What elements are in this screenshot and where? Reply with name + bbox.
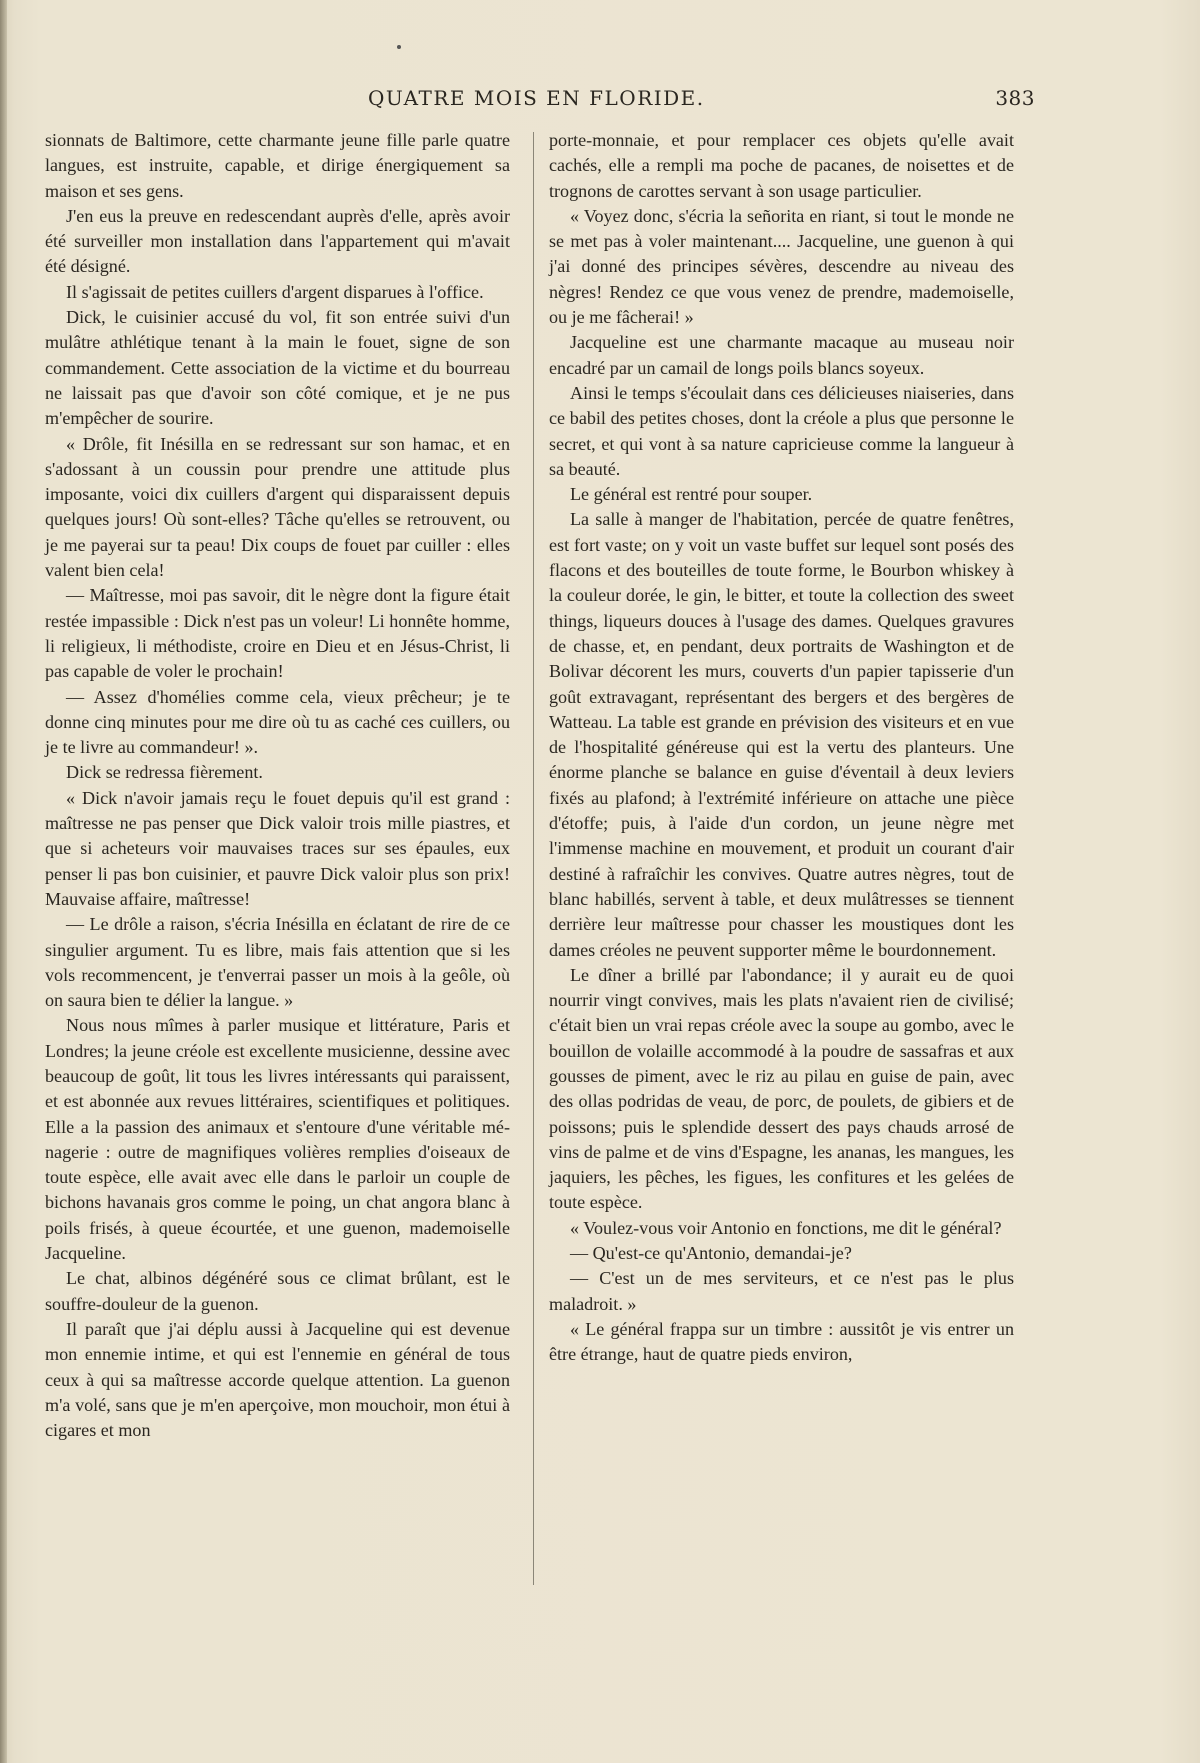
ink-speck <box>397 45 401 49</box>
column-divider <box>533 132 534 1585</box>
paragraph: « Drôle, fit Inésilla en se redressant sur son hamac, et en s'adossant à un coussin pour prendre une attitude plus imposante, voici dix cuillers d'argent qui disparaissent depuis quelques jours! Où sont-elles? Tâche qu'elles se retrouvent, ou je me payerai sur ta peau! Dix coups de fouet par cuiller : elles valent bien cela! <box>45 433 510 581</box>
paragraph: porte-monnaie, et pour remplacer ces objets qu'elle avait cachés, elle a rempli ma poche de pacanes, de noisettes et de trognons de carottes servant à son usage particulier. <box>549 130 1014 201</box>
page-header <box>40 86 1035 114</box>
paragraph: Il paraît que j'ai déplu aussi à Jacqueline qui est devenue mon ennemie intime, et qui est l'ennemie en général de tous ceux à qui sa maîtresse accorde quelque attention. La guenon m'a volé, sans que je m'en aperçoive, mon mouchoir, mon étui à cigares et mon <box>45 1318 510 1441</box>
paragraph: La salle à manger de l'habitation, percée de quatre fenêtres, est fort vaste; on y voit un vaste buffet sur lequel sont posés des flacons et des bouteilles de toute forme, le Bourbon whiskey à la couleur dorée, le gin, le bitter, et toute la collection des sweet things, liqueurs douces à l'usage des dames. Quelques gravures de chasse, et, en pendant, deux portraits de Washington et de Bolivar décorent les murs, couverts d'un papier tapisserie d'un goût extravagant, représentant des bergers et des bergères de Watteau. La table est grande en prévision des visiteurs et en vue de l'hospitalité généreuse qui est la vertu des planteurs. Une énorme planche se balance en guise d'éventail à deux leviers fixés au plafond; à l'extrémité inférieure on attache une pièce d'étoffe; puis, à l'aide d'un cordon, un jeune nègre met l'immense machine en mouvement, et produit un courant d'air destiné à rafraîchir les convives. Quatre autres nègres, tout de blanc habillés, servent à table, et deux mulâtresses se tiennent derrière leur maîtresse pour chasser les moustiques dont les dames créoles ne peuvent supporter même le bourdonnement. <box>549 509 1014 960</box>
left-column <box>45 128 510 1443</box>
page-number: 383 <box>995 86 1035 110</box>
paragraph: sionnats de Baltimore, cette charmante jeune fille parle quatre langues, est instruite, capable, et dirige énergiquement sa maison et ses gens. <box>45 130 510 201</box>
paragraph: Dick se redressa fièrement. <box>66 762 263 783</box>
paragraph: Dick, le cuisinier accusé du vol, fit son entrée suivi d'un mulâtre athlétique tenant à la main le fouet, signe de son commandement. Cette association de la victime et du bourreau ne laissait pas que d'avoir son côté comique, et je ne pus m'empêcher de sourire. <box>45 307 510 429</box>
paragraph: « Voulez-vous voir Antonio en fonctions, me dit le général? <box>570 1217 1002 1238</box>
paragraph: Ainsi le temps s'écoulait dans ces délicieuses niaiseries, dans ce babil des petites choses, dont la créole a plus que personne le secret, et qui vont à sa nature capricieuse comme la langueur à sa beauté. <box>549 382 1014 479</box>
paragraph: — Maîtresse, moi pas savoir, dit le nègre dont la figure était restée impassible : Dick n'est pas un voleur! Li honnête homme, li religieux, li méthodiste, croire en Dieu et en Jésus-Christ, li pas capable de voler le prochain! <box>45 585 510 682</box>
paragraph: « Le général frappa sur un timbre : aussitôt je vis entrer un être étrange, haut de quatre pieds environ, <box>549 1318 1014 1365</box>
paragraph: — Assez d'homélies comme cela, vieux prêcheur; je te donne cinq minutes pour me dire où tu as caché ces cuillers, ou je te livre au commandeur! ». <box>45 686 510 758</box>
paragraph: — Qu'est-ce qu'Antonio, demandai-je? <box>570 1243 852 1264</box>
paragraph: Il s'agissait de petites cuillers d'argent disparues à l'office. <box>66 281 484 302</box>
right-column <box>549 128 1014 1368</box>
paragraph: Nous nous mîmes à parler musique et littérature, Paris et Londres; la jeune créole est excellente musicienne, dessine avec beaucoup de goût, lit tous les livres intéressants qui paraissent, et est abonnée aux revues littéraires, scientifiques et politiques. Elle a la passion des animaux et s'entoure d'une véritable ménagerie : outre de magnifiques volières remplies d'oiseaux de toute espèce, elle avait avec elle dans le parloir un couple de bichons havanais gros comme le poing, un chat angora blanc à poils frisés, à queue écourtée, et une guenon, mademoiselle Jacqueline. <box>45 1015 510 1264</box>
paragraph: « Dick n'avoir jamais reçu le fouet depuis qu'il est grand : maîtresse ne pas penser que Dick valoir trois mille piastres, et que si acheteurs voir mauvaises traces sur ses épaules, eux penser li pas bon cuisinier, et pauvre Dick valoir plus son prix! Mauvaise affaire, maîtresse! <box>45 787 510 909</box>
paragraph: — C'est un de mes serviteurs, et ce n'est pas le plus maladroit. » <box>549 1268 1014 1314</box>
paragraph: « Voyez donc, s'écria la señorita en riant, si tout le monde ne se met pas à voler maintenant.... Jacqueline, une guenon à qui j'ai donné des principes sévères, descendre au niveau des nègres! Rendez ce que vous venez de prendre, mademoiselle, ou je me fâcherai! » <box>549 205 1014 328</box>
paragraph: J'en eus la preuve en redescendant auprès d'elle, après avoir été surveiller mon installation dans l'appartement qui m'avait été désigné. <box>45 205 510 277</box>
paragraph: — Le drôle a raison, s'écria Inésilla en éclatant de rire de ce singulier argument. Tu es libre, mais fais attention que si les vols recommencent, je t'enverrai passer un mois à la geôle, où on saura bien te délier la langue. » <box>45 914 510 1011</box>
page-spine-edge <box>0 0 7 1763</box>
paragraph: Le chat, albinos dégénéré sous ce climat brûlant, est le souffre-douleur de la guenon. <box>45 1268 510 1314</box>
running-title: QUATRE MOIS EN FLORIDE. <box>368 86 705 110</box>
paragraph: Le dîner a brillé par l'abondance; il y aurait eu de quoi nourrir vingt convives, mais les plats n'avaient rien de civilisé; c'était bien un vrai repas créole avec la soupe au gombo, avec le bouillon de volaille accommodé à la poudre de sassafras et aux gousses de piment, avec le riz au pilau en guise de pain, avec des ollas podridas de veau, de porc, de poulets, de gibiers et de poissons; puis le splendide dessert des pays chauds arrosé de vins de palme et de vins d'Espagne, les ananas, les mangues, les jaquiers, les pêches, les figues, les confitures et les gelées de toute espèce. <box>549 964 1014 1213</box>
paragraph: Jacqueline est une charmante macaque au museau noir encadré par un camail de longs poils blancs soyeux. <box>549 332 1014 378</box>
paragraph: Le général est rentré pour souper. <box>570 484 813 505</box>
